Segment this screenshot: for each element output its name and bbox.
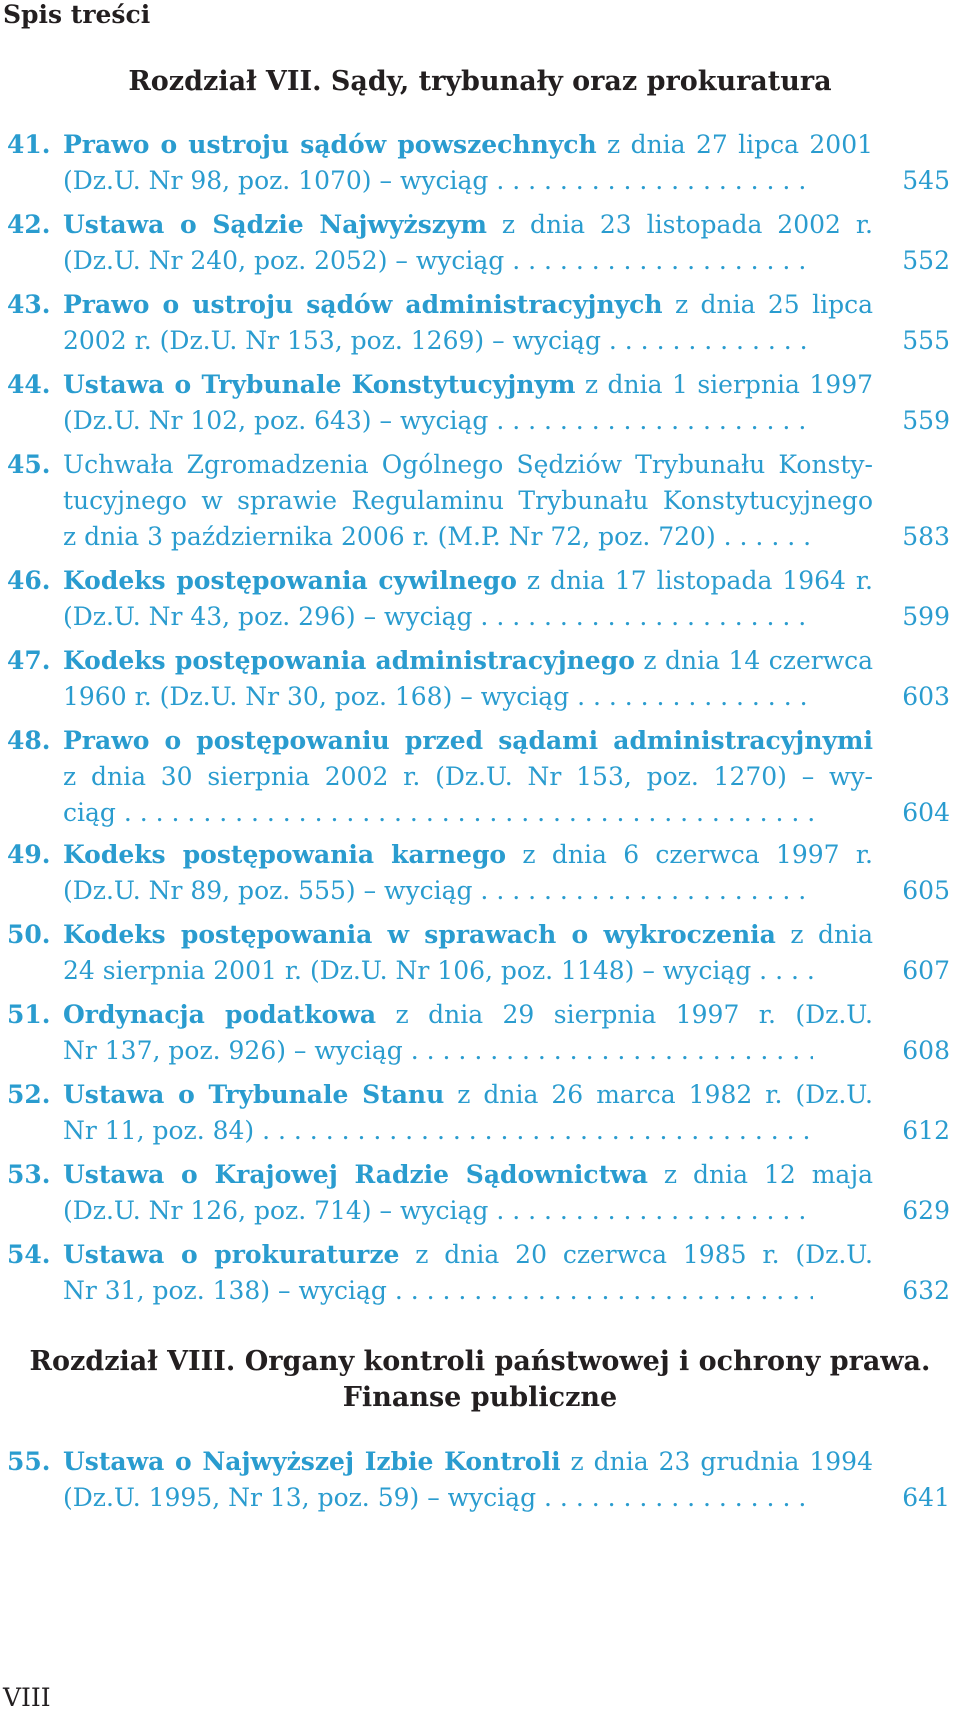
entry-number: 44. [7,370,51,399]
entry-details-line: tucyjnego w sprawie Regulaminu Trybunału Konstytucyjnego [63,486,873,515]
entry-page-number: 599 [902,602,950,631]
entry-reference-line [63,243,813,279]
chapter-heading-continued: Finanse publiczne [342,1382,618,1413]
entry-page-number: 608 [902,1036,950,1065]
entry-page-number: 555 [902,326,950,355]
entry-details: z dnia 25 lipca [662,290,873,319]
entry-reference-line [63,873,813,909]
entry-title: Ustawa o Krajowej Radzie Sądownictwa [63,1160,648,1189]
entry-title-line [63,917,873,953]
entry-details: z dnia [775,920,873,949]
entry-number: 43. [7,290,51,319]
entry-title: Ustawa o Trybunale Stanu [63,1080,445,1109]
entry-details: z dnia 6 czerwca 1997 r. [506,840,873,869]
entry-details: z dnia 23 grudnia 1994 [570,1447,873,1476]
entry-reference-line [63,1033,813,1069]
entry-number: 45. [7,450,51,479]
entry-number: 47. [7,646,51,675]
entry-reference: Nr 31, poz. 138) – wyciąg . . . [63,1276,813,1305]
entry-reference: (Dz.U. Nr 240, poz. 2052) – wyciąg . . . [63,246,813,275]
entry-page-number: 559 [902,406,950,435]
entry-reference-line [63,953,813,989]
entry-reference: 2002 r. (Dz.U. Nr 153, poz. 1269) – wyciąg . . . [63,326,813,355]
entry-page-number: 607 [902,956,950,985]
entry-page-number: 629 [902,1196,950,1225]
entry-title-line [63,1157,873,1193]
entry-reference-line [63,795,813,831]
entry-title: Ordynacja podatkowa [63,1000,377,1029]
entry-number: 53. [7,1160,51,1189]
entry-details: z dnia 20 czerwca 1985 r. (Dz.U. [399,1240,873,1269]
entry-details-line: z dnia 30 sierpnia 2002 r. (Dz.U. Nr 153, poz. 1270) – wy- [63,762,873,791]
entry-reference-line [63,1193,813,1229]
entry-number: 46. [7,566,51,595]
entry-number: 49. [7,840,51,869]
entry-title: Ustawa o Najwyższej Izbie Kontroli [63,1447,561,1476]
entry-number: 50. [7,920,51,949]
entry-title: Kodeks postępowania administracyjnego [63,646,635,675]
entry-reference-line [63,599,813,635]
entry-reference: ciąg . . . [63,798,813,827]
entry-reference: 24 sierpnia 2001 r. (Dz.U. Nr 106, poz. 1148) – wyciąg . . . [63,956,813,985]
entry-details: z dnia 29 sierpnia 1997 r. (Dz.U. [376,1000,873,1029]
entry-page-number: 641 [902,1483,950,1512]
entry-reference-line [63,1273,813,1309]
entry-page-number: 583 [902,522,950,551]
chapter-heading: Rozdział VIII. Organy kontroli państwowej i ochrony prawa. [29,1346,931,1377]
entry-details: z dnia 26 marca 1982 r. (Dz.U. [444,1080,873,1109]
entry-title-line [63,287,873,323]
entry-title-line [63,1444,873,1480]
entry-reference-line [63,403,813,439]
entry-page-number: 545 [902,166,950,195]
chapter-heading: Rozdział VII. Sądy, trybunały oraz prokuratura [128,66,832,97]
entry-reference: 1960 r. (Dz.U. Nr 30, poz. 168) – wyciąg . . . [63,682,813,711]
entry-reference-line [63,1480,813,1516]
entry-title-line [63,447,873,483]
entry-reference: (Dz.U. Nr 126, poz. 714) – wyciąg . . . [63,1196,813,1225]
entry-title-line [63,127,873,163]
entry-reference-line [63,163,813,199]
entry-title-line [63,207,873,243]
entry-title: Prawo o ustroju sądów powszechnych [63,130,597,159]
entry-details: z dnia 23 listopada 2002 r. [486,210,873,239]
entry-title: Kodeks postępowania w sprawach o wykroczenia [63,920,776,949]
entry-details: z dnia 27 lipca 2001 [607,130,873,159]
entry-page-number: 605 [902,876,950,905]
entry-details: Uchwała Zgromadzenia Ogólnego Sędziów Trybunału Konsty- [63,450,873,479]
entry-number: 54. [7,1240,51,1269]
entry-number: 51. [7,1000,51,1029]
entry-reference: (Dz.U. Nr 43, poz. 296) – wyciąg . . . [63,602,813,631]
entry-reference: Nr 11, poz. 84) . . . [63,1116,813,1145]
entry-page-number: 632 [902,1276,950,1305]
entry-number: 48. [7,726,51,755]
entry-title-line [63,997,873,1033]
entry-title-line [63,563,873,599]
page-number: VIII [3,1683,51,1712]
entry-number: 41. [7,130,51,159]
entry-title: Kodeks postępowania karnego [63,840,507,869]
entry-title: Prawo o postępowaniu przed sądami administracyjnymi [63,726,873,755]
entry-title-line [63,1237,873,1273]
entry-title: Kodeks postępowania cywilnego [63,566,517,595]
entry-page-number: 604 [902,798,950,827]
entry-title: Ustawa o Sądzie Najwyższym [63,210,487,239]
entry-title: Prawo o ustroju sądów administracyjnych [63,290,663,319]
entry-reference: (Dz.U. 1995, Nr 13, poz. 59) – wyciąg . . . [63,1483,813,1512]
entry-number: 52. [7,1080,51,1109]
entry-title-line [63,723,873,759]
entry-details: z dnia 12 maja [663,1160,873,1189]
entry-title-line [63,643,873,679]
entry-reference-line [63,1113,813,1149]
entry-title: Ustawa o Trybunale Konstytucyjnym [63,370,576,399]
entry-details: z dnia 1 sierpnia 1997 [584,370,873,399]
entry-title: Ustawa o prokuraturze [63,1240,400,1269]
entry-reference: (Dz.U. Nr 89, poz. 555) – wyciąg . . . [63,876,813,905]
entry-page-number: 552 [902,246,950,275]
entry-reference-line [63,323,813,359]
entry-details: z dnia 14 czerwca [634,646,873,675]
entry-reference: (Dz.U. Nr 98, poz. 1070) – wyciąg . . . [63,166,813,195]
entry-number: 55. [7,1447,51,1476]
entry-title-line [63,1077,873,1113]
entry-title-line [63,837,873,873]
running-head: Spis treści [3,0,151,29]
entry-page-number: 612 [902,1116,950,1145]
entry-reference: z dnia 3 października 2006 r. (M.P. Nr 72, poz. 720) . . . [63,522,813,551]
entry-reference: (Dz.U. Nr 102, poz. 643) – wyciąg . . . [63,406,813,435]
entry-reference: Nr 137, poz. 926) – wyciąg . . . [63,1036,813,1065]
entry-details: z dnia 17 listopada 1964 r. [516,566,873,595]
entry-reference-line [63,519,813,555]
entry-number: 42. [7,210,51,239]
entry-title-line [63,367,873,403]
entry-page-number: 603 [902,682,950,711]
entry-reference-line [63,679,813,715]
